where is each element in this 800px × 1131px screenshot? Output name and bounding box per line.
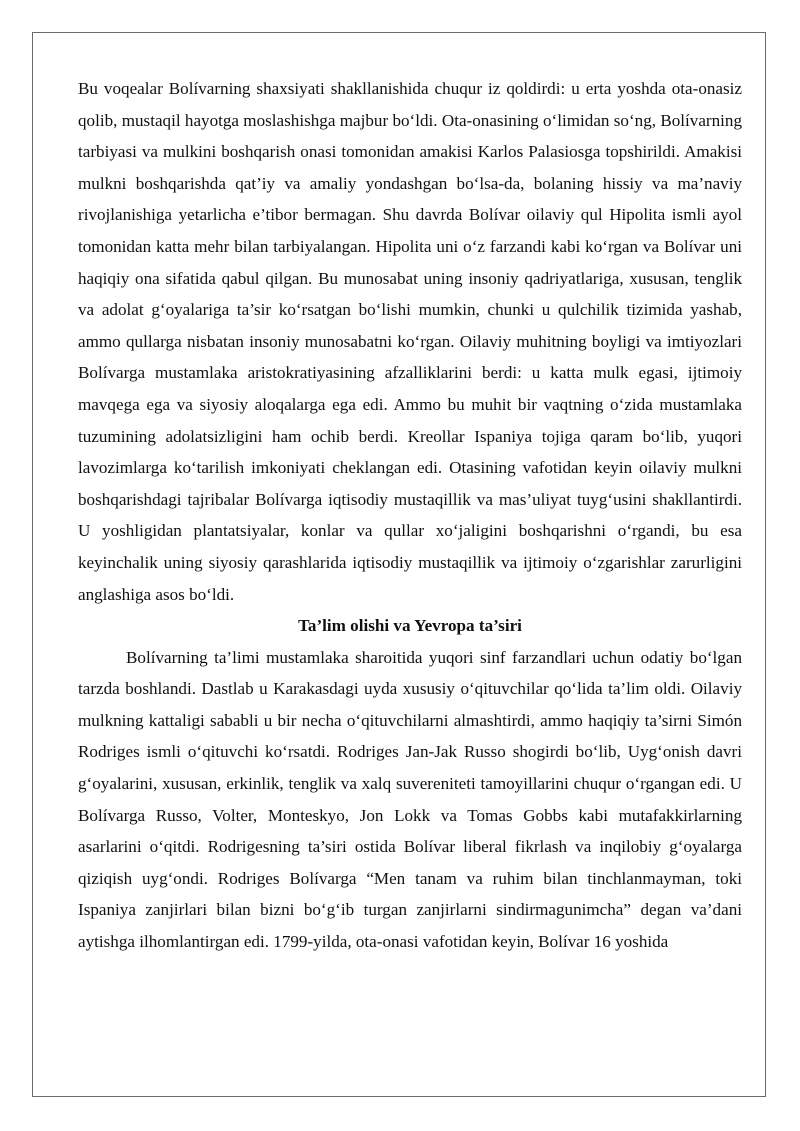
document-body [78, 73, 742, 958]
section-heading: Ta’lim olishi va Yevropa ta’siri [298, 616, 522, 636]
body-paragraph-1: Bu voqealar Bolívarning shaxsiyati shakllanishida chuqur iz qoldirdi: u erta yoshda ota-onasiz qolib, mustaqil hayotga moslashishga majbur bo‘ldi. Ota-onasining o‘limidan so‘ng, Bolívarning tarbiyasi va mulkini boshqarish onasi tomonidan amakisi Karlos Palasiosga topshirildi. Amakisi mulkni boshqarishda qat’iy va amaliy yondashgan bo‘lsa-da, bolaning hissiy va ma’naviy rivojlanishiga yetarlicha e’tibor bermagan. Shu davrda Bolívar oilaviy qul Hipolita ismli ayol tomonidan katta mehr bilan tarbiyalangan. Hipolita uni o‘z farzandi kabi ko‘rgan va Bolívar uni haqiqiy ona sifatida qabul qilgan. Bu munosabat uning insoniy qadriyatlariga, xususan, tenglik va adolat g‘oyalariga ta’sir ko‘rsatgan bo‘lishi mumkin, chunki u qulchilik tizimida yashab, ammo qullarga nisbatan insoniy munosabatni ko‘rgan. Oilaviy muhitning boyligi va imtiyozlari Bolívarga mustamlaka aristokratiyasining afzalliklarini berdi: u katta mulk egasi, ijtimoiy mavqega ega va siyosiy aloqalarga ega edi. Ammo bu muhit bir vaqtning o‘zida mustamlaka tuzumining adolatsizligini ham ochib berdi. Kreollar Ispaniya tojiga qaram bo‘lib, yuqori lavozimlarga ko‘tarilish imkoniyati cheklangan edi. Otasining vafotidan keyin oilaviy mulkni boshqarishdagi tajribalar Bolívarga iqtisodiy mustaqillik va mas’uliyat tuyg‘usini shakllantirdi. U yoshligidan plantatsiyalar, konlar va qullar xo‘jaligini boshqarishni o‘rgandi, bu esa keyinchalik uning siyosiy qarashlarida iqtisodiy mustaqillik va ijtimoiy o‘zgarishlar zarurligini anglashiga asos bo‘ldi. [78, 79, 742, 604]
body-paragraph-2: Bolívarning ta’limi mustamlaka sharoitida yuqori sinf farzandlari uchun odatiy bo‘lgan tarzda boshlandi. Dastlab u Karakasdagi uyda xususiy o‘qituvchilar qo‘lida ta’lim oldi. Oilaviy mulkning kattaligi sababli u bir necha o‘qituvchilarni almashtirdi, ammo haqiqiy ta’sirni Simón Rodriges ismli o‘qituvchi ko‘rsatdi. Rodriges Jan-Jak Russo shogirdi bo‘lib, Uyg‘onish davri g‘oyalarini, xususan, erkinlik, tenglik va xalq suvereniteti tamoyillarini chuqur o‘rgangan edi. U Bolívarga Russo, Volter, Monteskyo, Jon Lokk va Tomas Gobbs kabi mutafakkirlarning asarlarini o‘qitdi. Rodrigesning ta’siri ostida Bolívar liberal fikrlash va inqilobiy g‘oyalarga qiziqish uyg‘ondi. Rodriges Bolívarga “Men tanam va ruhim bilan tinchlanmayman, toki Ispaniya zanjirlari bilan bizni bo‘g‘ib turgan zanjirlarni sindirmagunimcha” degan va’dani aytishga ilhomlantirgan edi. 1799-yilda, ota-onasi vafotidan keyin, Bolívar 16 yoshida [78, 647, 742, 952]
